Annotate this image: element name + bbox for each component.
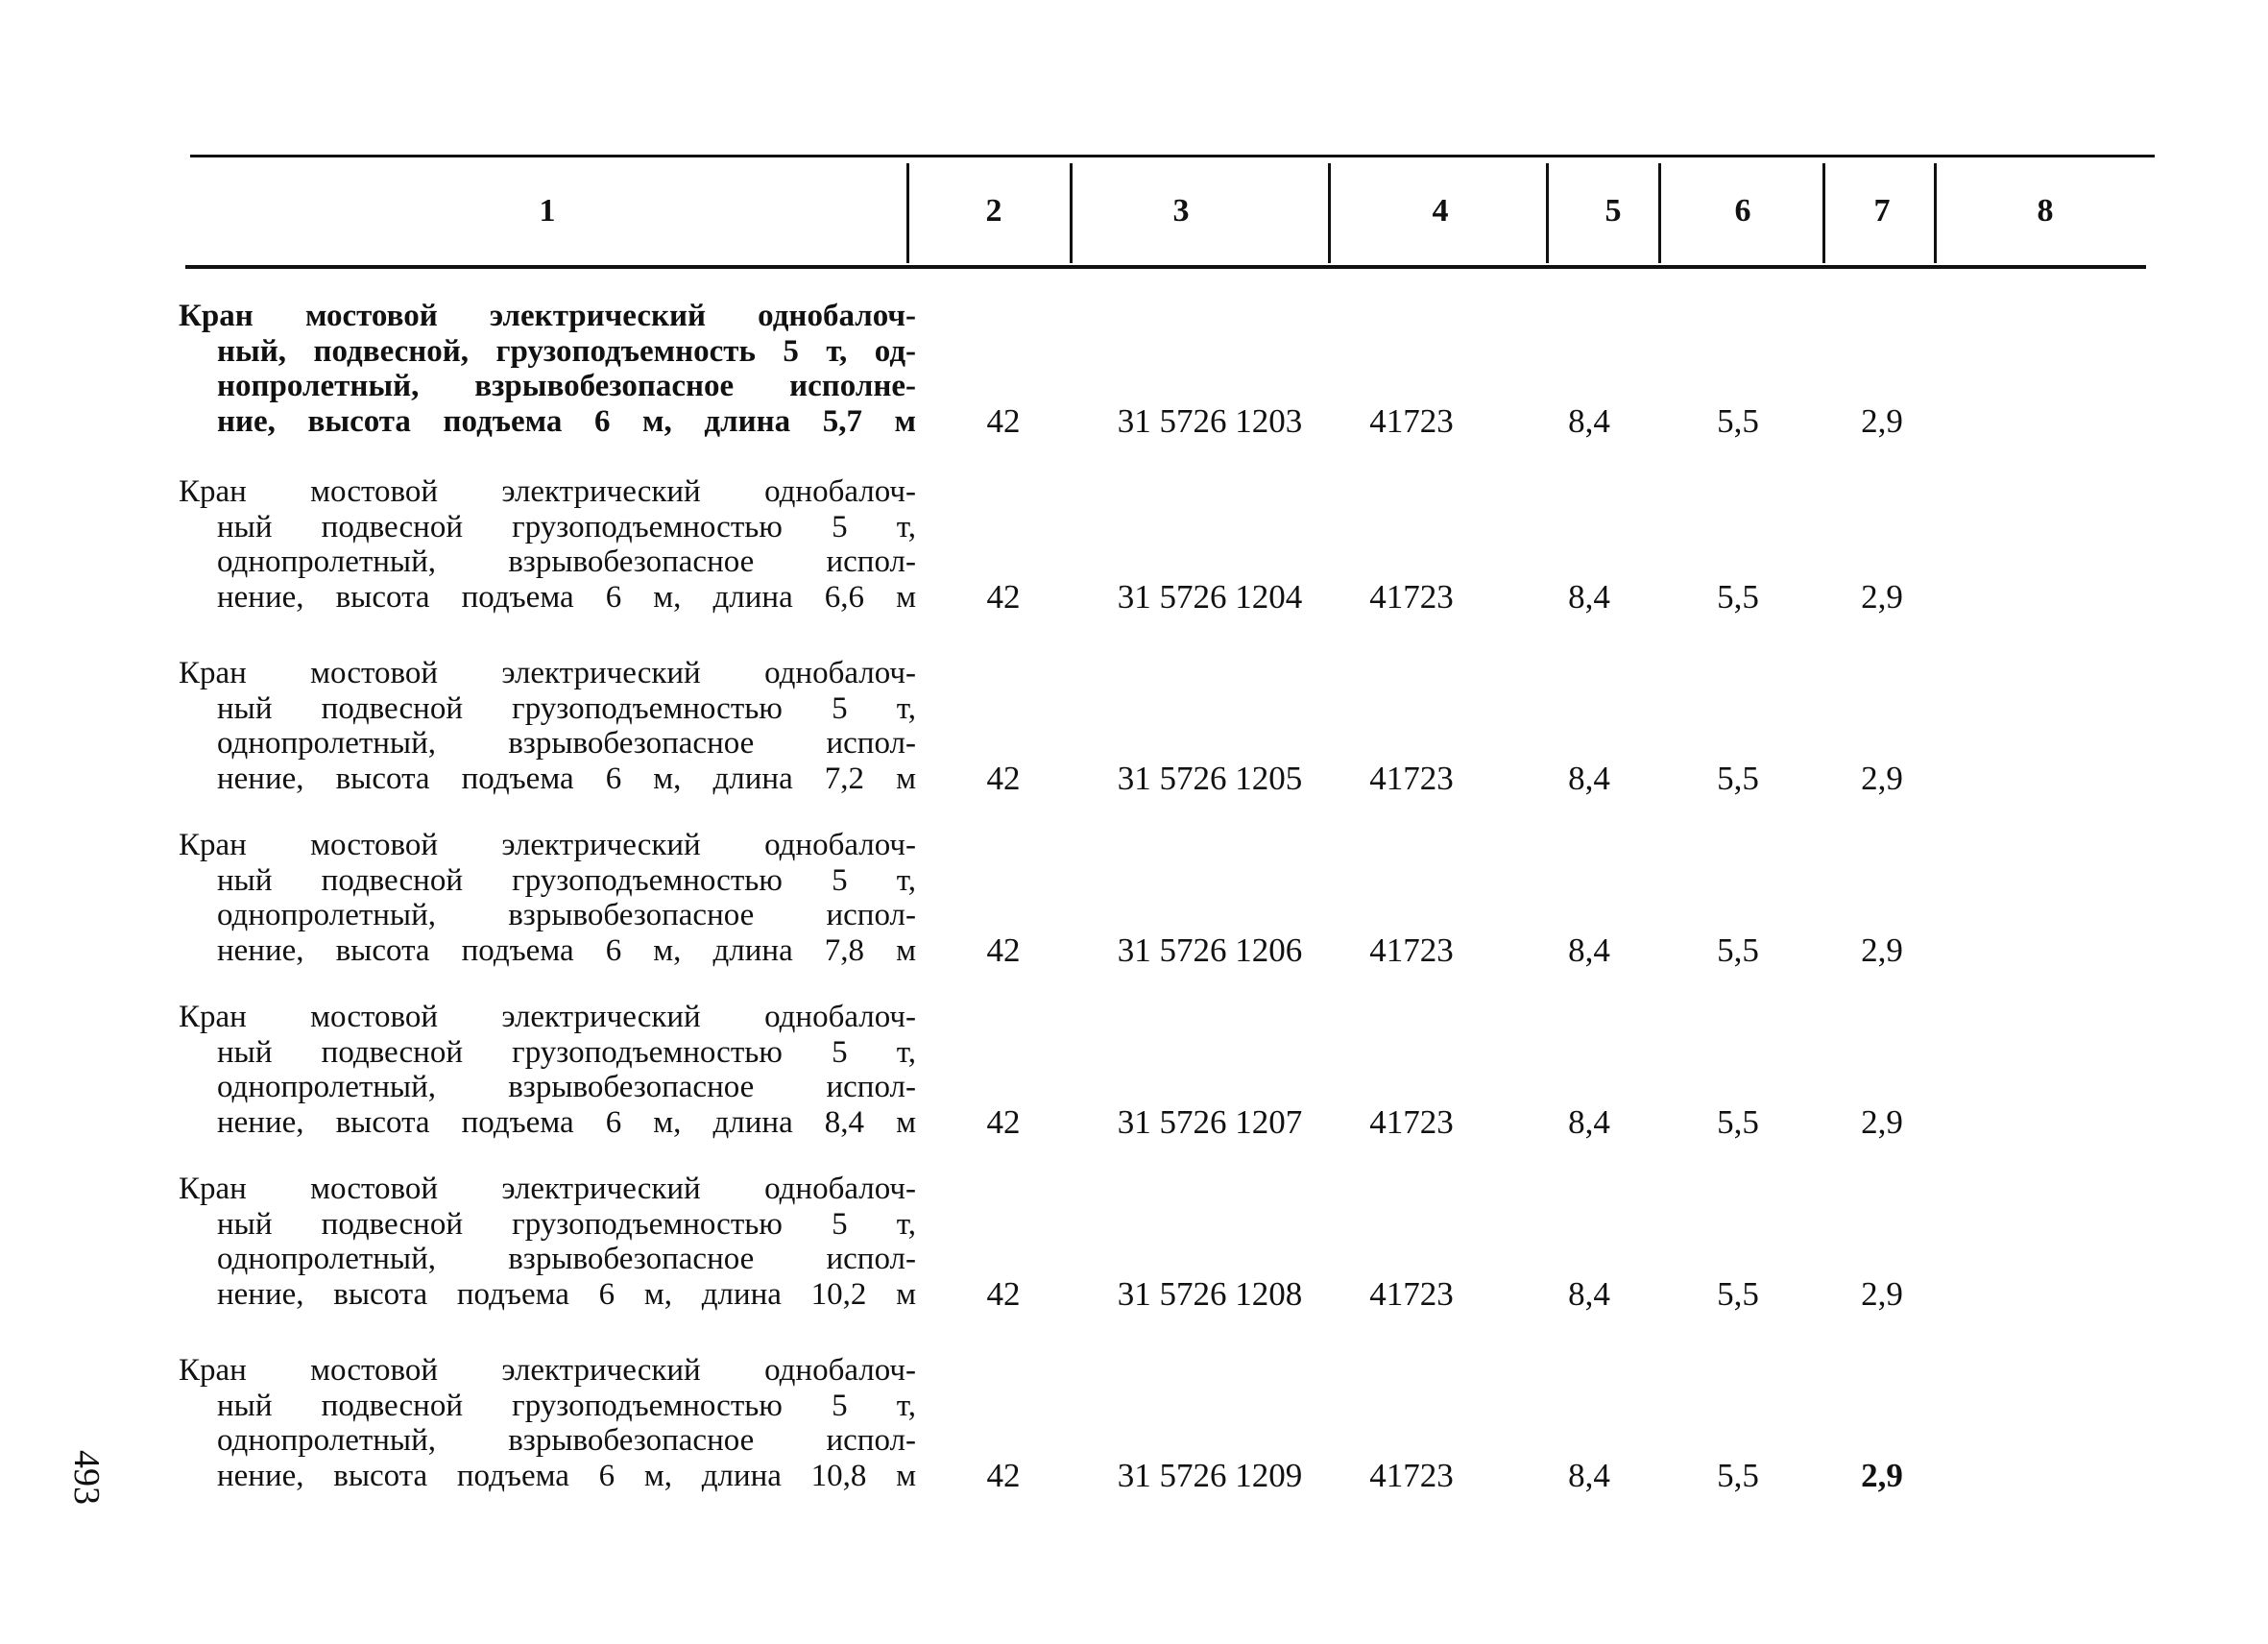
table-row bbox=[0, 1000, 2268, 1163]
description-line: Кран мостовой электрический однобалоч- bbox=[179, 1172, 916, 1206]
description-line: однопролетный, взрывобезопасное испол- bbox=[217, 544, 916, 579]
column-header-4: 4 bbox=[1432, 193, 1449, 229]
table-top-rule bbox=[190, 155, 2155, 157]
description-line: нопролетный, взрывобезопасное исполне- bbox=[217, 369, 916, 403]
cell-col4: 41723 bbox=[1369, 931, 1454, 969]
description-line: однопролетный, взрывобезопасное испол- bbox=[217, 726, 916, 761]
table-row bbox=[0, 828, 2268, 991]
cell-col4: 41723 bbox=[1369, 1457, 1454, 1494]
description-line: Кран мостовой электрический однобалоч- bbox=[179, 474, 916, 509]
description-line: нение, высота подъема 6 м, длина 8,4 м bbox=[217, 1104, 916, 1140]
row-description bbox=[179, 1353, 916, 1493]
description-line: однопролетный, взрывобезопасное испол- bbox=[217, 1070, 916, 1104]
table-header-rule bbox=[185, 265, 2146, 269]
description-line: ный, подвесной, грузоподъемность 5 т, од- bbox=[217, 333, 916, 369]
description-line: нение, высота подъема 6 м, длина 6,6 м bbox=[217, 579, 916, 615]
cell-col5: 8,4 bbox=[1568, 1275, 1610, 1313]
page-number: 493 bbox=[66, 1450, 107, 1505]
cell-col3: 31 5726 1207 bbox=[1117, 1103, 1303, 1141]
cell-col6: 5,5 bbox=[1717, 760, 1759, 797]
cell-col3: 31 5726 1204 bbox=[1117, 578, 1303, 616]
description-line: ный подвесной грузоподъемностью 5 т, bbox=[217, 1206, 916, 1242]
column-divider bbox=[1328, 163, 1331, 263]
description-line: однопролетный, взрывобезопасное испол- bbox=[217, 898, 916, 932]
column-divider bbox=[1546, 163, 1549, 263]
cell-col4: 41723 bbox=[1369, 1103, 1454, 1141]
cell-col2: 42 bbox=[986, 578, 1021, 616]
cell-col2: 42 bbox=[986, 931, 1021, 969]
cell-col6: 5,5 bbox=[1717, 402, 1759, 440]
row-description bbox=[179, 828, 916, 968]
description-line: ние, высота подъема 6 м, длина 5,7 м bbox=[217, 403, 916, 439]
cell-col7: 2,9 bbox=[1861, 1275, 1903, 1313]
column-header-1: 1 bbox=[539, 193, 556, 229]
cell-col3: 31 5726 1206 bbox=[1117, 931, 1303, 969]
cell-col5: 8,4 bbox=[1568, 1103, 1610, 1141]
description-line: нение, высота подъема 6 м, длина 7,8 м bbox=[217, 932, 916, 968]
cell-col4: 41723 bbox=[1369, 760, 1454, 797]
table-row bbox=[0, 299, 2268, 462]
cell-col2: 42 bbox=[986, 760, 1021, 797]
cell-col2: 42 bbox=[986, 402, 1021, 440]
row-description bbox=[179, 656, 916, 796]
row-description bbox=[179, 1000, 916, 1140]
cell-col3: 31 5726 1203 bbox=[1117, 402, 1303, 440]
table-row bbox=[0, 474, 2268, 638]
cell-col7: 2,9 bbox=[1861, 578, 1903, 616]
table-row bbox=[0, 656, 2268, 819]
description-line: ный подвесной грузоподъемностью 5 т, bbox=[217, 1034, 916, 1070]
cell-col6: 5,5 bbox=[1717, 931, 1759, 969]
column-divider bbox=[1070, 163, 1073, 263]
row-description bbox=[179, 474, 916, 615]
description-line: ный подвесной грузоподъемностью 5 т, bbox=[217, 690, 916, 726]
column-header-3: 3 bbox=[1172, 193, 1190, 229]
description-line: Кран мостовой электрический однобалоч- bbox=[179, 1353, 916, 1388]
cell-col4: 41723 bbox=[1369, 402, 1454, 440]
description-line: однопролетный, взрывобезопасное испол- bbox=[217, 1423, 916, 1458]
description-line: Кран мостовой электрический однобалоч- bbox=[179, 299, 916, 333]
cell-col2: 42 bbox=[986, 1457, 1021, 1494]
column-header-7: 7 bbox=[1873, 193, 1891, 229]
row-description bbox=[179, 299, 916, 439]
cell-col7: 2,9 bbox=[1861, 1103, 1903, 1141]
cell-col7: 2,9 bbox=[1861, 760, 1903, 797]
column-divider bbox=[1822, 163, 1825, 263]
cell-col5: 8,4 bbox=[1568, 760, 1610, 797]
cell-col4: 41723 bbox=[1369, 578, 1454, 616]
description-line: нение, высота подъема 6 м, длина 10,8 м bbox=[217, 1458, 916, 1493]
cell-col4: 41723 bbox=[1369, 1275, 1454, 1313]
cell-col5: 8,4 bbox=[1568, 931, 1610, 969]
cell-col7: 2,9 bbox=[1861, 1457, 1903, 1494]
cell-col6: 5,5 bbox=[1717, 1275, 1759, 1313]
column-divider bbox=[1934, 163, 1937, 263]
description-line: ный подвесной грузоподъемностью 5 т, bbox=[217, 1388, 916, 1423]
description-line: Кран мостовой электрический однобалоч- bbox=[179, 656, 916, 690]
cell-col2: 42 bbox=[986, 1103, 1021, 1141]
column-header-8: 8 bbox=[2037, 193, 2054, 229]
row-description bbox=[179, 1172, 916, 1312]
description-line: ный подвесной грузоподъемностью 5 т, bbox=[217, 862, 916, 898]
column-header-6: 6 bbox=[1734, 193, 1751, 229]
cell-col7: 2,9 bbox=[1861, 931, 1903, 969]
column-header-5: 5 bbox=[1604, 193, 1622, 229]
cell-col3: 31 5726 1209 bbox=[1117, 1457, 1303, 1494]
column-header-2: 2 bbox=[985, 193, 1002, 229]
description-line: однопролетный, взрывобезопасное испол- bbox=[217, 1242, 916, 1276]
description-line: нение, высота подъема 6 м, длина 10,2 м bbox=[217, 1276, 916, 1312]
description-line: нение, высота подъема 6 м, длина 7,2 м bbox=[217, 761, 916, 796]
cell-col5: 8,4 bbox=[1568, 402, 1610, 440]
cell-col2: 42 bbox=[986, 1275, 1021, 1313]
cell-col6: 5,5 bbox=[1717, 1457, 1759, 1494]
cell-col3: 31 5726 1208 bbox=[1117, 1275, 1303, 1313]
cell-col5: 8,4 bbox=[1568, 1457, 1610, 1494]
table-row bbox=[0, 1353, 2268, 1516]
description-line: ный подвесной грузоподъемностью 5 т, bbox=[217, 509, 916, 544]
cell-col7: 2,9 bbox=[1861, 402, 1903, 440]
cell-col5: 8,4 bbox=[1568, 578, 1610, 616]
column-divider bbox=[906, 163, 909, 263]
cell-col3: 31 5726 1205 bbox=[1117, 760, 1303, 797]
table-row bbox=[0, 1172, 2268, 1335]
cell-col6: 5,5 bbox=[1717, 1103, 1759, 1141]
cell-col6: 5,5 bbox=[1717, 578, 1759, 616]
description-line: Кран мостовой электрический однобалоч- bbox=[179, 1000, 916, 1034]
description-line: Кран мостовой электрический однобалоч- bbox=[179, 828, 916, 862]
